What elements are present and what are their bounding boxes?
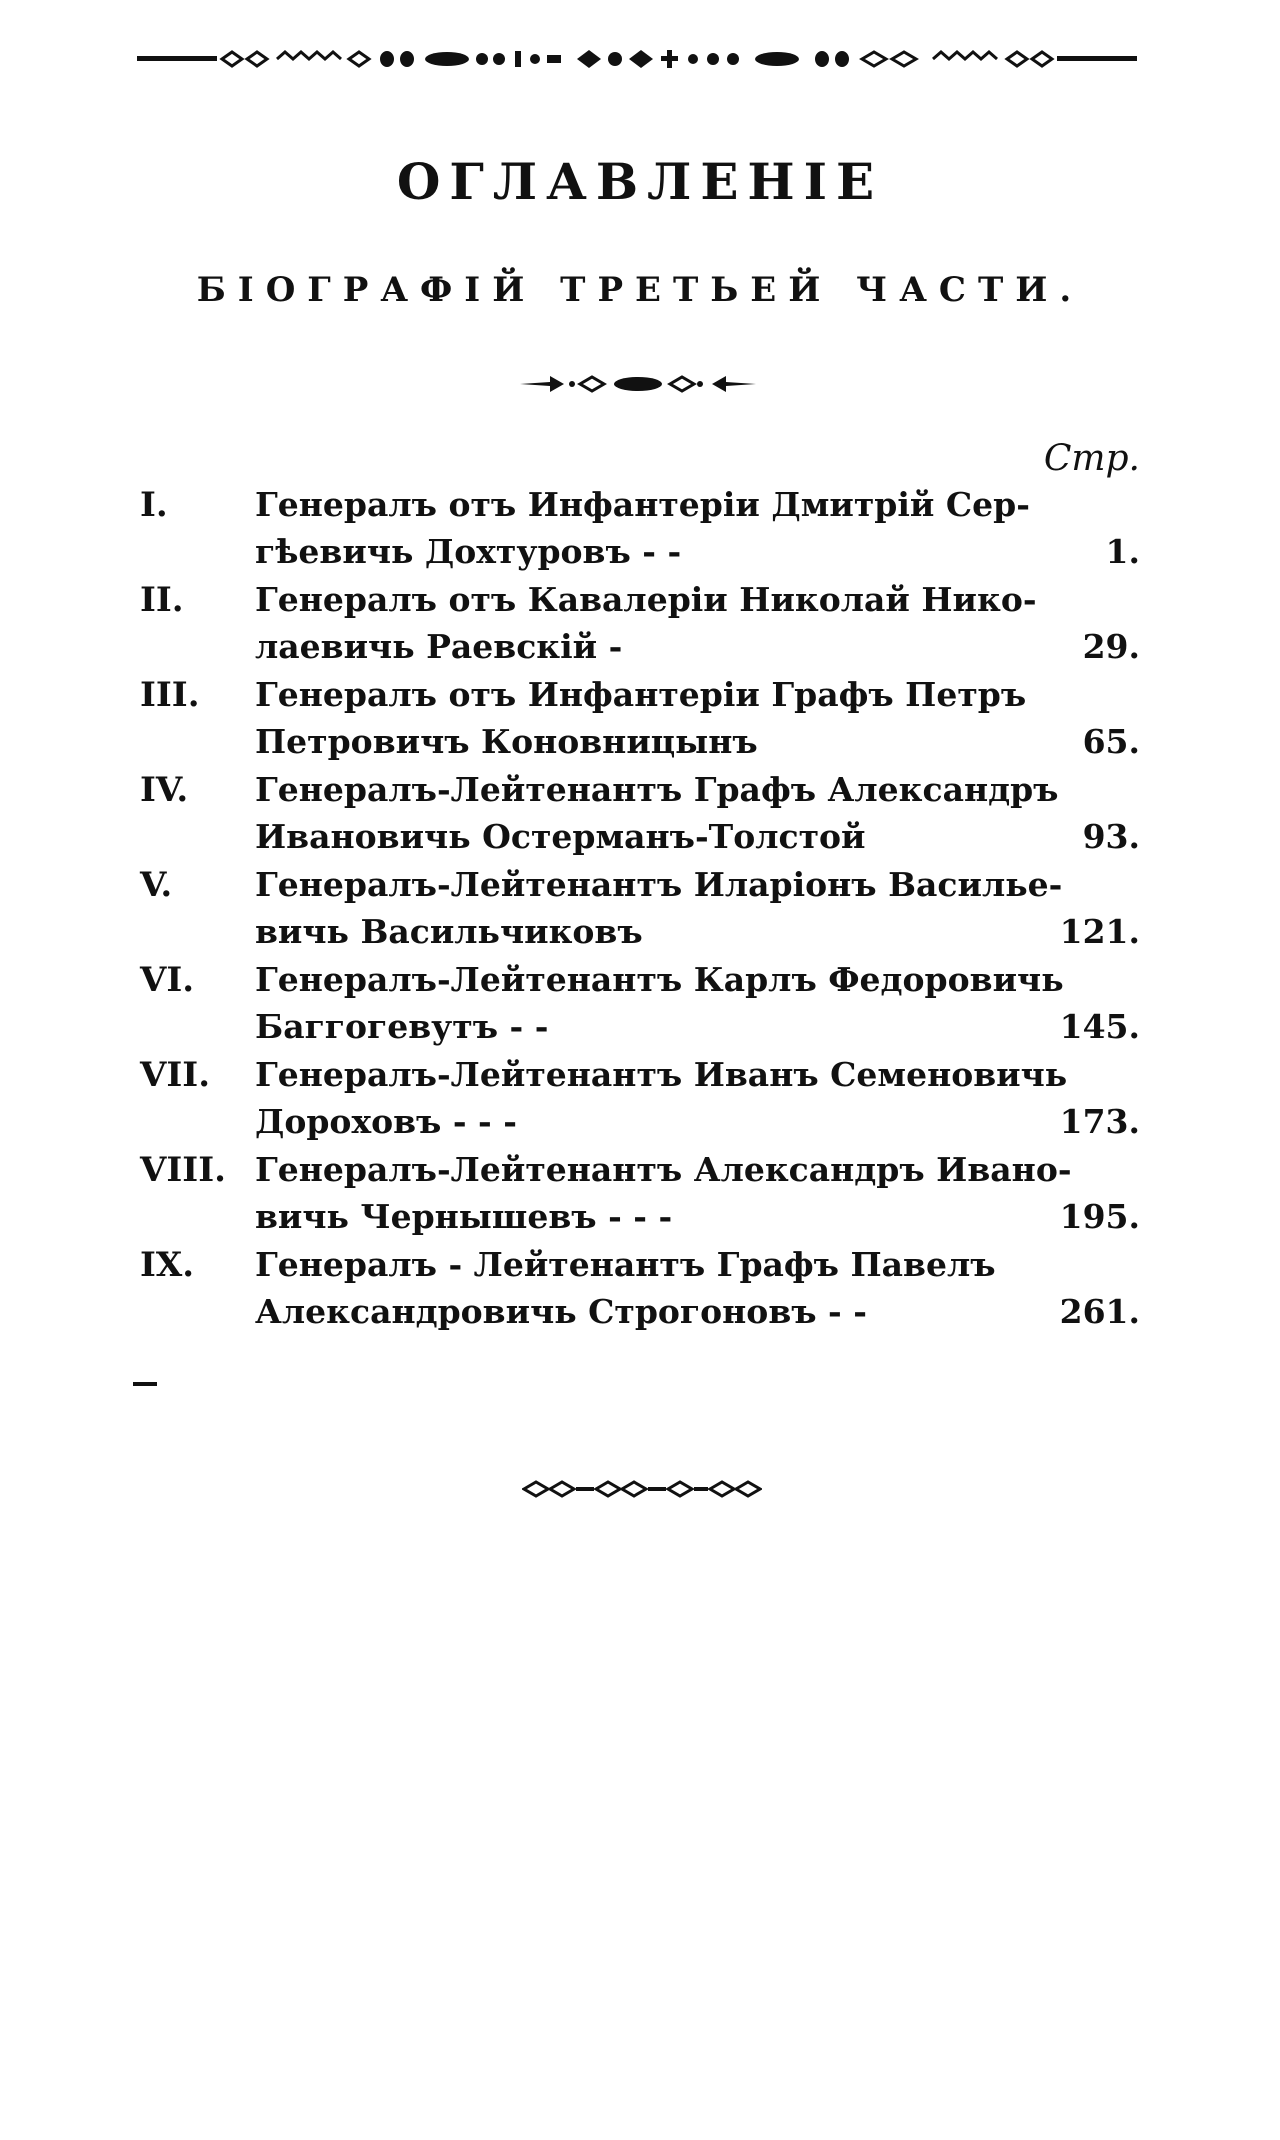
entry-page-number: 173. <box>1059 1102 1140 1141</box>
entry-text-line: Генералъ отъ Инфантеріи Графъ Петръ <box>255 675 1027 714</box>
entry-text-line: вичь Чернышевъ - - - <box>255 1197 673 1236</box>
entry-numeral: III. <box>140 675 200 715</box>
entry-numeral: IV. <box>140 770 189 810</box>
contents-entry <box>0 1150 1280 1245</box>
entry-text-line: лаевичь Раевскій - <box>255 627 623 666</box>
contents-entry <box>0 580 1280 675</box>
contents-entry <box>0 675 1280 770</box>
page-column-label: Стр. <box>1043 438 1140 479</box>
entry-numeral: VII. <box>140 1055 211 1095</box>
entry-page-number: 93. <box>1082 817 1140 856</box>
contents-entry <box>0 865 1280 960</box>
entry-numeral: II. <box>140 580 184 620</box>
contents-entry <box>0 1245 1280 1340</box>
entry-text-line: Дороховъ - - - <box>255 1102 517 1141</box>
entry-text-line: Генералъ-Лейтенантъ Графъ Александръ <box>255 770 1059 809</box>
contents-entry <box>0 1055 1280 1150</box>
entry-text-line: Генералъ - Лейтенантъ Графъ Павелъ <box>255 1245 996 1284</box>
entry-text-line: Генералъ-Лейтенантъ Александръ Ивано- <box>255 1150 1072 1189</box>
entry-text-line: Генералъ-Лейтенантъ Иванъ Семеновичь <box>255 1055 1068 1094</box>
entry-numeral: V. <box>140 865 173 905</box>
contents-entry <box>0 960 1280 1055</box>
entry-text-line: Ивановичь Остерманъ-Толстой <box>255 817 866 856</box>
entry-numeral: IX. <box>140 1245 195 1285</box>
page-title: ОГЛАВЛЕНІЕ <box>396 152 884 211</box>
entry-numeral: VI. <box>140 960 195 1000</box>
top-ornament-rule <box>137 46 1137 72</box>
entry-text-line: гѣевичь Дохтуровъ - - <box>255 532 682 571</box>
entry-text-line: Генералъ отъ Кавалеріи Николай Нико- <box>255 580 1037 619</box>
entry-numeral: VIII. <box>140 1150 226 1190</box>
entry-text-line: Александровичь Строгоновъ - - <box>255 1292 867 1331</box>
entry-page-number: 261. <box>1059 1292 1140 1331</box>
bottom-ornament <box>522 1478 762 1500</box>
entry-page-number: 145. <box>1059 1007 1140 1046</box>
contents-entry <box>0 485 1280 580</box>
entry-numeral: I. <box>140 485 168 525</box>
entry-page-number: 1. <box>1105 532 1140 571</box>
entry-page-number: 121. <box>1059 912 1140 951</box>
entry-text-line: Баггогевутъ - - <box>255 1007 549 1046</box>
entry-text-line: вичь Васильчиковъ <box>255 912 643 951</box>
entry-page-number: 195. <box>1059 1197 1140 1236</box>
stray-dash-mark <box>133 1382 157 1386</box>
entry-page-number: 29. <box>1082 627 1140 666</box>
entry-text-line: Генералъ-Лейтенантъ Карлъ Федоровичь <box>255 960 1064 999</box>
contents-list <box>0 485 1280 1340</box>
contents-entry <box>0 770 1280 865</box>
page-subtitle: БІОГРАФІЙ ТРЕТЬЕЙ ЧАСТИ. <box>196 270 1084 310</box>
entry-page-number: 65. <box>1082 722 1140 761</box>
entry-text-line: Генералъ-Лейтенантъ Иларіонъ Василье- <box>255 865 1063 904</box>
entry-text-line: Петровичъ Коновницынъ <box>255 722 758 761</box>
entry-text-line: Генералъ отъ Инфантеріи Дмитрій Сер- <box>255 485 1030 524</box>
small-ornament <box>520 372 756 396</box>
